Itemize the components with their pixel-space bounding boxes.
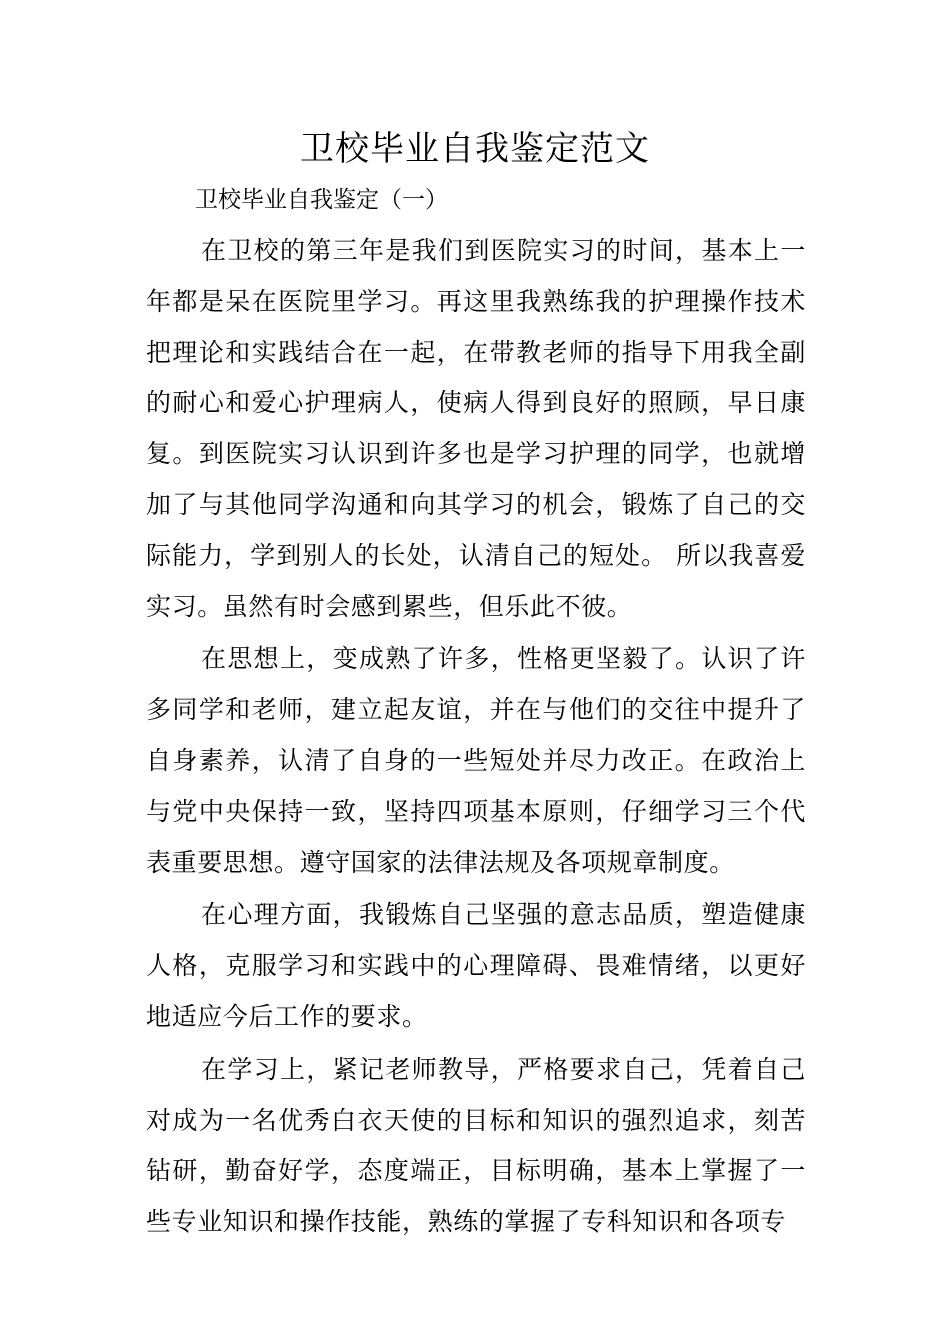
paragraph-internship: 在卫校的第三年是我们到医院实习的时间，基本上一年都是呆在医院里学习。再这里我熟练我的护理操作技术把理论和实践结合在一起，在带教老师的指导下用我全副的耐心和爱心护理病人，使病人得到良好的照顾，早日康复。到医院实习认识到许多也是学习护理的同学，也就增加了与其他同学沟通和向其学习的机会，锻炼了自己的交际能力，学到别人的长处，认清自己的短处。 所以我喜爱实习。虽然有时会感到累些，但乐此不彼。 xyxy=(146,236,806,621)
document-title: 卫校毕业自我鉴定范文 xyxy=(300,129,650,169)
paragraph-study: 在学习上，紧记老师教导，严格要求自己，凭着自己对成为一名优秀白衣天使的目标和知识的强烈追求，刻苦钻研，勤奋好学，态度端正，目标明确，基本上掌握了一些专业知识和操作技能，熟练的掌握了专科知识和各项专 xyxy=(146,1054,806,1237)
document-subtitle: 卫校毕业自我鉴定（一） xyxy=(195,187,448,213)
document-body xyxy=(146,226,806,1250)
paragraph-psychology: 在心理方面，我锻炼自己坚强的意志品质，塑造健康人格，克服学习和实践中的心理障碍、畏难情绪，以更好地适应今后工作的要求。 xyxy=(146,900,806,1031)
paragraph-thought: 在思想上，变成熟了许多，性格更坚毅了。认识了许多同学和老师，建立起友谊，并在与他们的交往中提升了自身素养，认清了自身的一些短处并尽力改正。在政治上与党中央保持一致，坚持四项基本原则，仔细学习三个代表重要思想。遵守国家的法律法规及各项规章制度。 xyxy=(146,644,806,877)
